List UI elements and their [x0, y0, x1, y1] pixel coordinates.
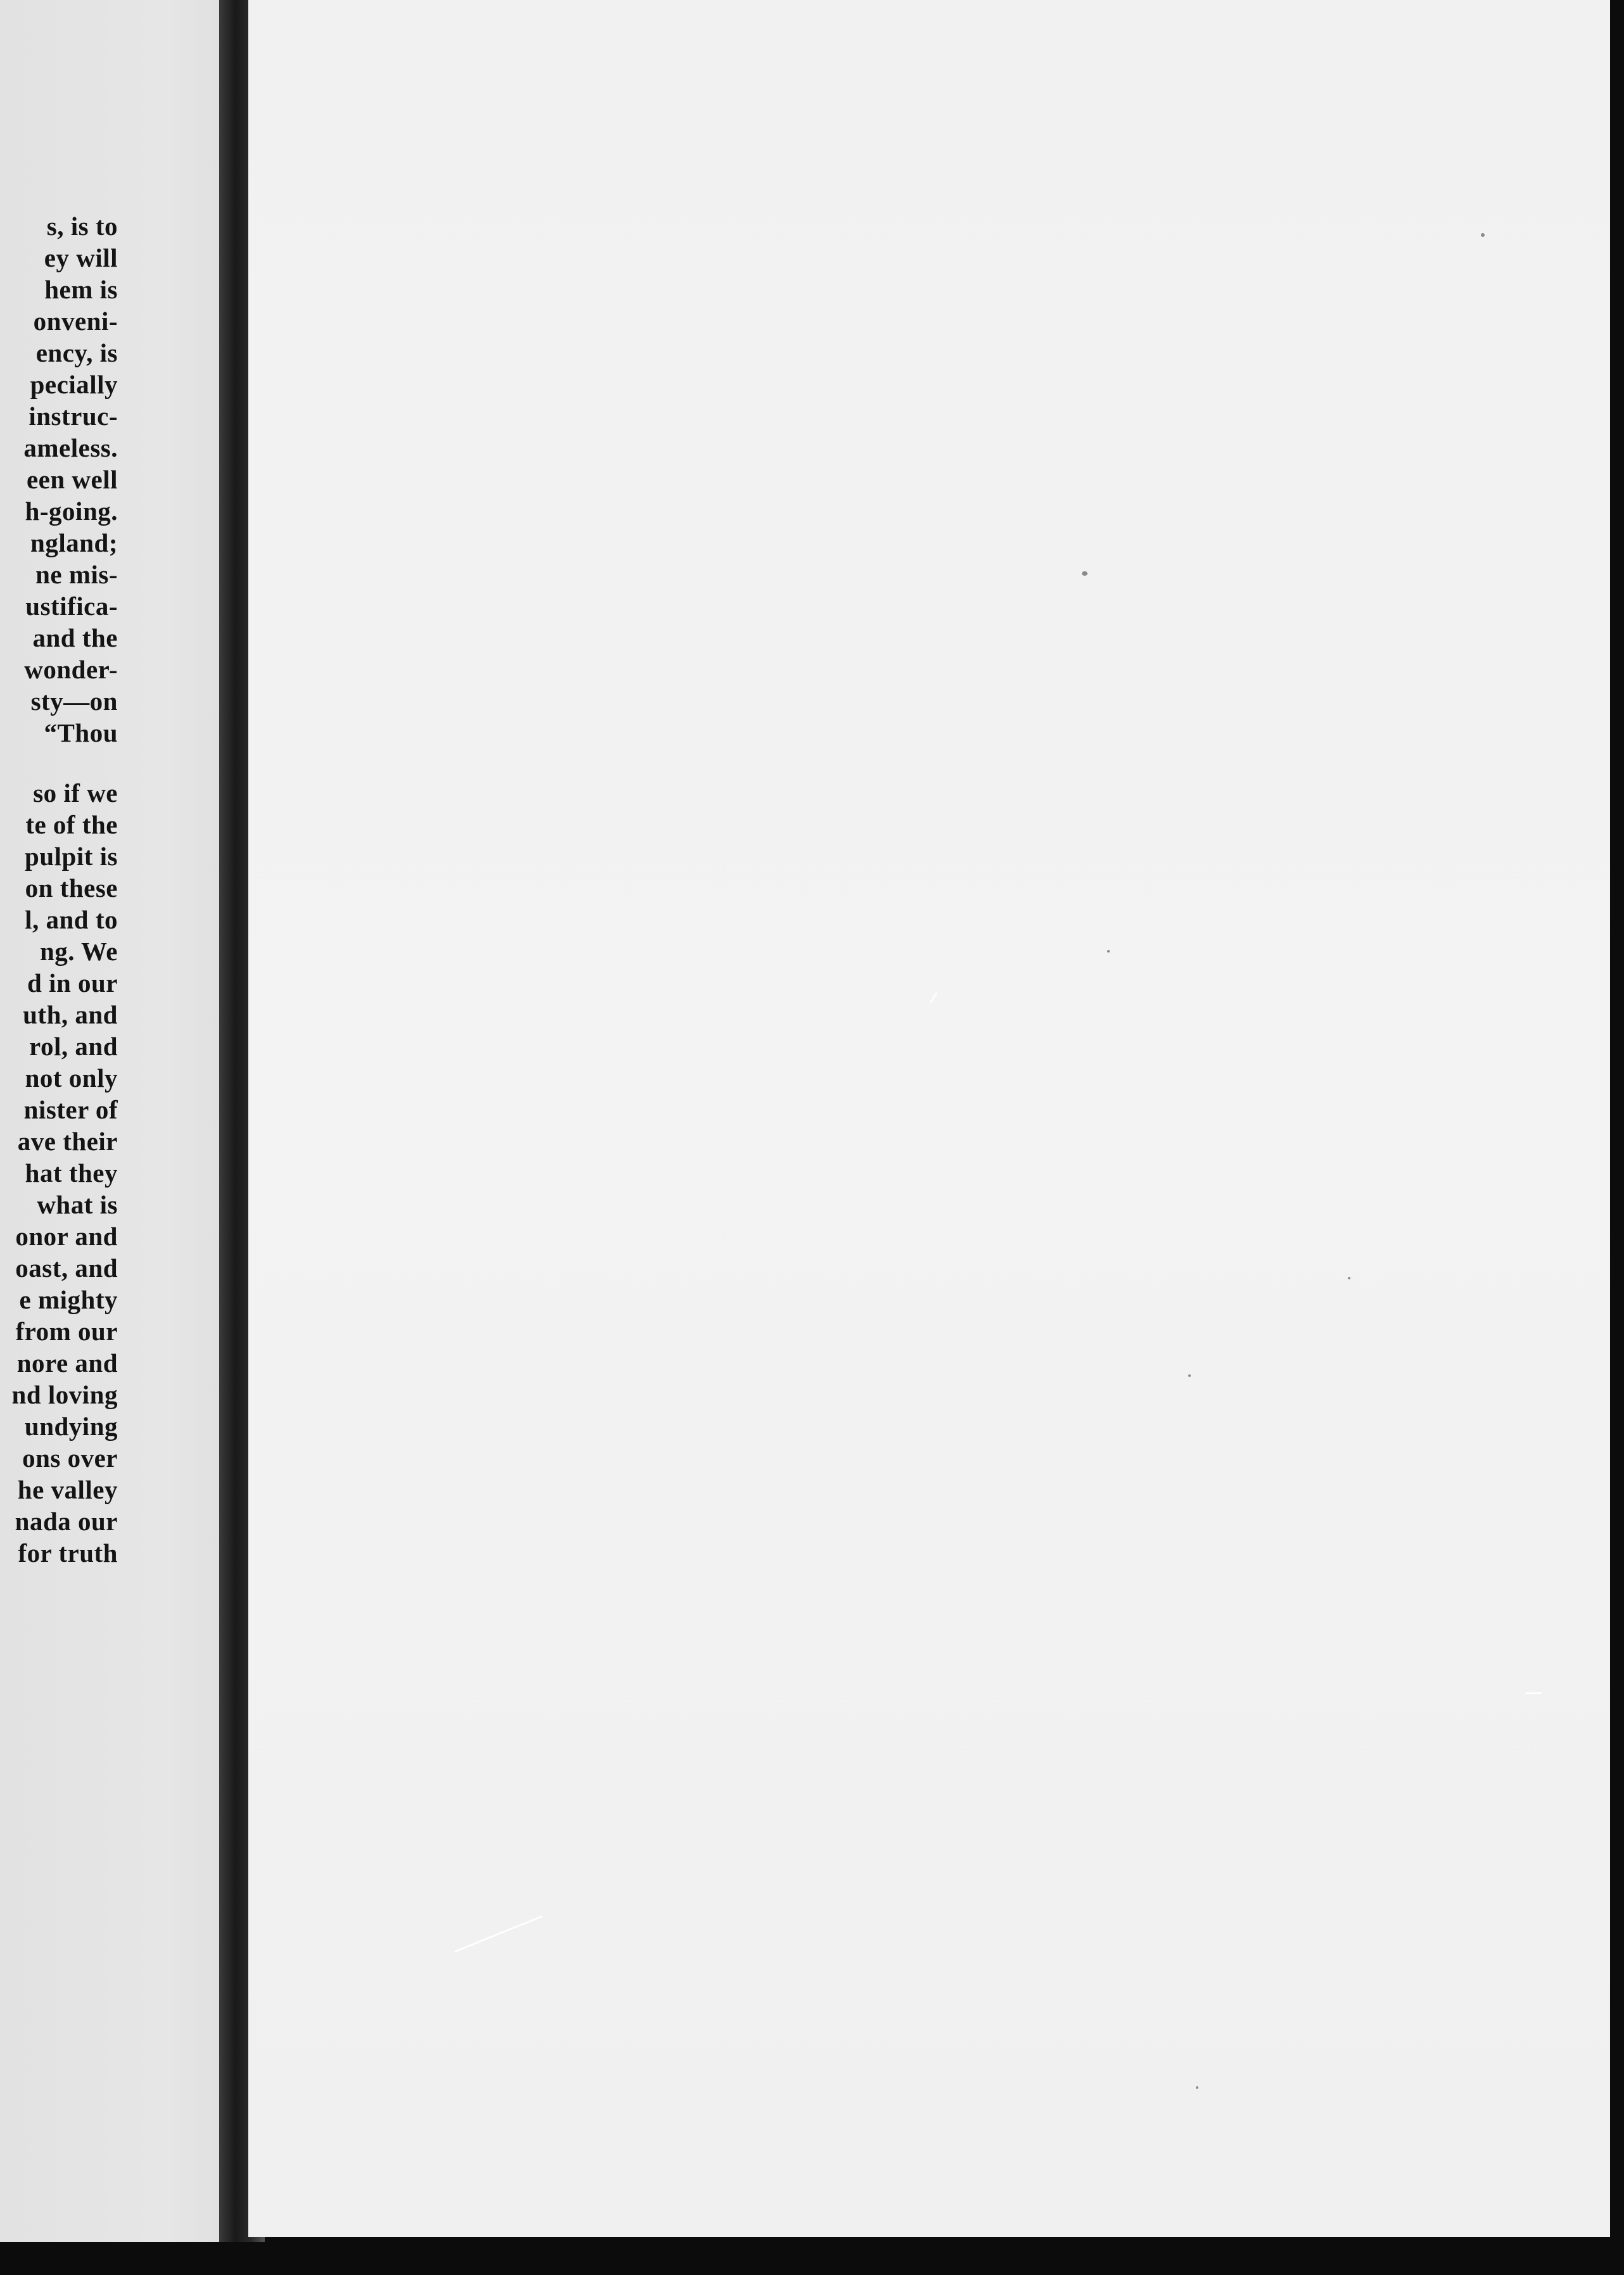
text-line: instruc- — [29, 402, 118, 431]
text-line: ons over — [22, 1443, 118, 1473]
left-page-fragment — [0, 0, 239, 2242]
text-line: onveni- — [33, 307, 118, 336]
paper-speck — [1107, 950, 1110, 953]
paragraph-gap — [0, 749, 118, 777]
text-line: nada our — [15, 1507, 118, 1536]
paper-speck — [1481, 233, 1485, 237]
text-line: nore and — [16, 1348, 118, 1378]
text-line: ave their — [17, 1127, 118, 1156]
text-line: nister of — [23, 1095, 118, 1124]
text-line: he valley — [17, 1475, 118, 1504]
text-line: e mighty — [19, 1285, 118, 1314]
text-line: h-going. — [25, 497, 118, 526]
paper-speck — [1188, 1374, 1191, 1377]
text-line: hem is — [44, 275, 118, 304]
text-line: sty—on — [30, 687, 118, 716]
paper-speck — [1348, 1277, 1350, 1279]
text-line: ng. We — [40, 937, 118, 966]
text-line: oast, and — [15, 1253, 118, 1283]
text-line: een well — [26, 465, 118, 494]
text-line: and the — [32, 623, 118, 652]
text-line: ne mis- — [35, 560, 118, 589]
text-line: ency, is — [35, 338, 118, 367]
text-line: onor and — [15, 1222, 118, 1251]
text-line: pulpit is — [25, 842, 118, 871]
right-page-blank — [248, 0, 1610, 2237]
text-line: pecially — [30, 370, 118, 399]
text-line: s, is to — [46, 212, 118, 241]
text-line: hat they — [25, 1158, 118, 1188]
text-line: not only — [25, 1063, 118, 1093]
text-line: on these — [25, 873, 118, 903]
text-line: ngland; — [30, 528, 118, 557]
text-line: uth, and — [23, 1000, 118, 1029]
text-line: d in our — [27, 968, 118, 998]
text-line: ey will — [44, 243, 118, 272]
paper-speck — [1082, 571, 1088, 576]
text-line: wonder- — [24, 655, 118, 684]
paper-scratch — [930, 992, 938, 1004]
paper-speck — [1196, 2086, 1198, 2089]
text-line: nd loving — [11, 1380, 118, 1409]
text-line: so if we — [33, 778, 118, 808]
text-line: “Thou — [44, 718, 118, 747]
text-line: for truth — [18, 1538, 118, 1568]
text-line: from our — [15, 1317, 118, 1346]
left-page-text-column — [0, 210, 118, 1569]
text-line: what is — [37, 1190, 118, 1219]
text-line: ustifica- — [25, 592, 118, 621]
text-line: l, and to — [25, 905, 118, 934]
paper-scratch — [454, 1915, 543, 1953]
text-line: undying — [24, 1412, 118, 1441]
text-line: rol, and — [29, 1032, 118, 1061]
text-line: te of the — [25, 810, 118, 839]
paper-scratch — [1525, 1692, 1542, 1694]
text-line: ameless. — [23, 433, 118, 462]
